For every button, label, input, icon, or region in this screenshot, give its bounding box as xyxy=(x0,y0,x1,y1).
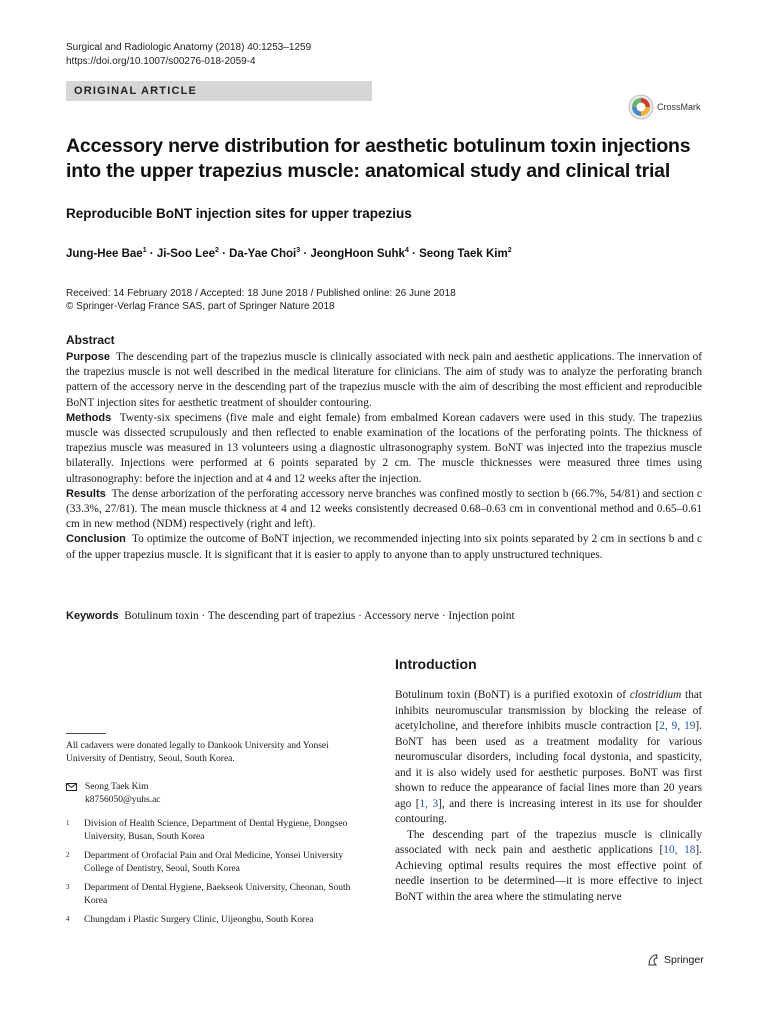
abstract-methods xyxy=(66,411,702,487)
introduction-heading: Introduction xyxy=(395,656,477,672)
article-subtitle: Reproducible BoNT injection sites for upper trapezius xyxy=(66,206,412,221)
affiliation-list xyxy=(66,818,366,934)
affiliation-text: Department of Dental Hygiene, Baekseok University, Cheonan, South Korea xyxy=(84,883,351,906)
author-name-text: Da-Yae Choi xyxy=(229,247,297,260)
journal-header xyxy=(66,41,311,69)
springer-horse-icon xyxy=(646,953,660,967)
author-name[interactable] xyxy=(157,248,219,260)
author-separator: · xyxy=(218,247,230,260)
author-name-text: JeongHoon Suhk xyxy=(310,247,405,260)
author-separator: · xyxy=(146,247,157,260)
author-name[interactable] xyxy=(66,248,147,260)
intro-text: The descending part of the trapezius muscle is clinically associated with neck pain and aesthetic applications [ xyxy=(395,828,702,856)
publication-dates xyxy=(66,287,456,313)
keywords-label: Keywords xyxy=(66,610,119,622)
affiliation-number: 3 xyxy=(66,883,70,891)
abstract-body xyxy=(66,350,702,563)
keywords-text: Botulinum toxin · The descending part of trapezius · Accessory nerve · Injection point xyxy=(124,610,515,622)
author-name-text: Jung-Hee Bae xyxy=(66,247,143,260)
title-line-1: Accessory nerve distribution for aesthetic botulinum toxin injections xyxy=(66,135,691,157)
corresponding-author xyxy=(66,781,161,806)
publisher-mark xyxy=(646,953,704,967)
footnote-rule xyxy=(66,733,106,734)
intro-text: ]. BoNT has been used as a treatment modality for various neuromuscular disorders, including focal dystonia, and spasticity, and it is also widely used for aesthetic purposes. BoNT was first shown to reduce the appearance of facial lines more than 20 years ago [ xyxy=(395,720,702,810)
abstract-conclusion xyxy=(66,532,702,562)
intro-text: that inhibits neuromuscular transmission by blocking the release of acetylcholine, and therefore inhibits muscle contraction [ xyxy=(395,689,703,732)
author-affiliation-mark: 2 xyxy=(507,247,512,254)
citation-link[interactable]: 1, 3 xyxy=(419,797,439,810)
author-affiliation-mark: 1 xyxy=(142,247,147,254)
affiliation-number: 1 xyxy=(66,819,70,827)
methods-text: Twenty-six specimens (five male and eight female) from embalmed Korean cadavers were used in this study. The trapezius muscle was dissected scrupulously and then reflected to enable examination of the locations of the perforating points. The thickness of trapezius muscle was measured in 13 volunteers using a diagnostic ultrasonography system. BoNT was injected into the trapezius muscle bilaterally. Injections were performed at 6 points separated by 2 cm. The muscle thicknesses were measured three times using ultrasonography: before the injection and at 4 and 12 weeks after the injection. xyxy=(66,411,702,485)
author-name-text: Ji-Soo Lee xyxy=(156,247,215,260)
contact-name: Seong Taek Kim xyxy=(85,782,149,792)
publisher-name: Springer xyxy=(664,954,704,966)
citation-link[interactable]: 10, 18 xyxy=(663,844,696,856)
author-name[interactable] xyxy=(310,248,408,260)
intro-text: ], and there is increasing interest in its use for shoulder contouring. xyxy=(395,797,702,825)
cadaver-footnote: All cadavers were donated legally to Dankook University and Yonsei University of Dentistry, Seoul, South Korea. xyxy=(66,741,329,764)
intro-italic-term: clostridium xyxy=(629,689,682,701)
introduction-body xyxy=(395,688,702,905)
author-name[interactable] xyxy=(419,248,512,260)
author-separator: · xyxy=(300,247,311,260)
affiliation-item xyxy=(66,882,366,907)
author-name[interactable] xyxy=(229,248,300,260)
intro-text: Botulinum toxin (BoNT) is a purified exotoxin of xyxy=(395,689,630,701)
author-affiliation-mark: 2 xyxy=(214,247,219,254)
keywords xyxy=(66,610,515,622)
author-list xyxy=(66,247,512,260)
article-title xyxy=(66,134,706,184)
history-dates: Received: 14 February 2018 / Accepted: 18 June 2018 / Published online: 26 June 2018 xyxy=(66,288,456,299)
contact-email[interactable]: k8756050@yuhs.ac xyxy=(85,794,161,805)
affiliation-text: Department of Orofacial Pain and Oral Medicine, Yonsei University College of Dentistry, Seoul, South Korea xyxy=(84,851,344,874)
title-line-2: into the upper trapezius muscle: anatomical study and clinical trial xyxy=(66,160,671,182)
crossmark-label: CrossMark xyxy=(657,102,701,112)
affiliation-text: Chungdam i Plastic Surgery Clinic, Uijeongbu, South Korea xyxy=(84,915,314,925)
results-text: The dense arborization of the perforating accessory nerve branches was confined mostly to section b (66.7%, 54/81) and section c (33.3%, 27/81). The mean muscle thickness at 4 and 12 weeks consistently decreased 0.68–0.63 cm in conventional method and 0.65–0.61 cm in new method (NDM) respectively (right and left). xyxy=(66,487,702,531)
purpose-label: Purpose xyxy=(66,351,111,363)
intro-text: ]. Achieving optimal results requires the most effective point of needle insertion to be determined—it is more effective to inject BoNT within the area where the stimulating nerve xyxy=(395,844,702,903)
copyright-notice: © Springer-Verlag France SAS, part of Springer Nature 2018 xyxy=(66,301,335,312)
author-affiliation-mark: 3 xyxy=(296,247,301,254)
affiliation-text: Division of Health Science, Department of Dental Hygiene, Dongseo University, Busan, South Korea xyxy=(84,819,348,842)
author-name-text: Seong Taek Kim xyxy=(419,247,508,260)
journal-citation: Surgical and Radiologic Anatomy (2018) 40:1253–1259 xyxy=(66,42,312,53)
envelope-icon xyxy=(66,783,77,791)
intro-paragraph-1 xyxy=(395,688,702,828)
affiliation-item xyxy=(66,914,366,927)
citation-link[interactable]: 2, 9, 19 xyxy=(659,720,696,732)
abstract-purpose xyxy=(66,350,702,411)
author-separator: · xyxy=(408,247,420,260)
article-type-badge: ORIGINAL ARTICLE xyxy=(66,81,372,101)
results-label: Results xyxy=(66,487,106,500)
affiliation-number: 4 xyxy=(66,915,70,923)
affiliation-number: 2 xyxy=(66,851,70,859)
author-affiliation-mark: 4 xyxy=(404,247,409,254)
purpose-text: The descending part of the trapezius muscle is clinically associated with neck pain and aesthetic applications. The innervation of the trapezius muscle is not well described in the medical literature for clinicians. The aim of study was to analyze the perforating branch pattern of the accessory nerve in the descending part of the trapezius muscle with the aim of describing the most efficient and reproducible BoNT injection sites for aesthetic treatment of shoulder contouring. xyxy=(66,351,702,409)
crossmark-icon xyxy=(628,94,654,120)
intro-paragraph-2 xyxy=(395,828,702,906)
affiliation-item xyxy=(66,818,366,843)
abstract-heading: Abstract xyxy=(66,333,115,347)
affiliation-item xyxy=(66,850,366,875)
methods-label: Methods xyxy=(66,411,112,424)
conclusion-label: Conclusion xyxy=(66,533,126,546)
crossmark-badge[interactable] xyxy=(628,94,701,120)
abstract-results xyxy=(66,487,702,533)
conclusion-text: To optimize the outcome of BoNT injection, we recommended injecting into six points separated by 2 cm in sections b and c of the upper trapezius muscle. It is significant that it is easier to apply to anyone than to apply unstructured techniques. xyxy=(66,533,703,561)
doi-link[interactable]: https://doi.org/10.1007/s00276-018-2059-4 xyxy=(66,56,256,67)
